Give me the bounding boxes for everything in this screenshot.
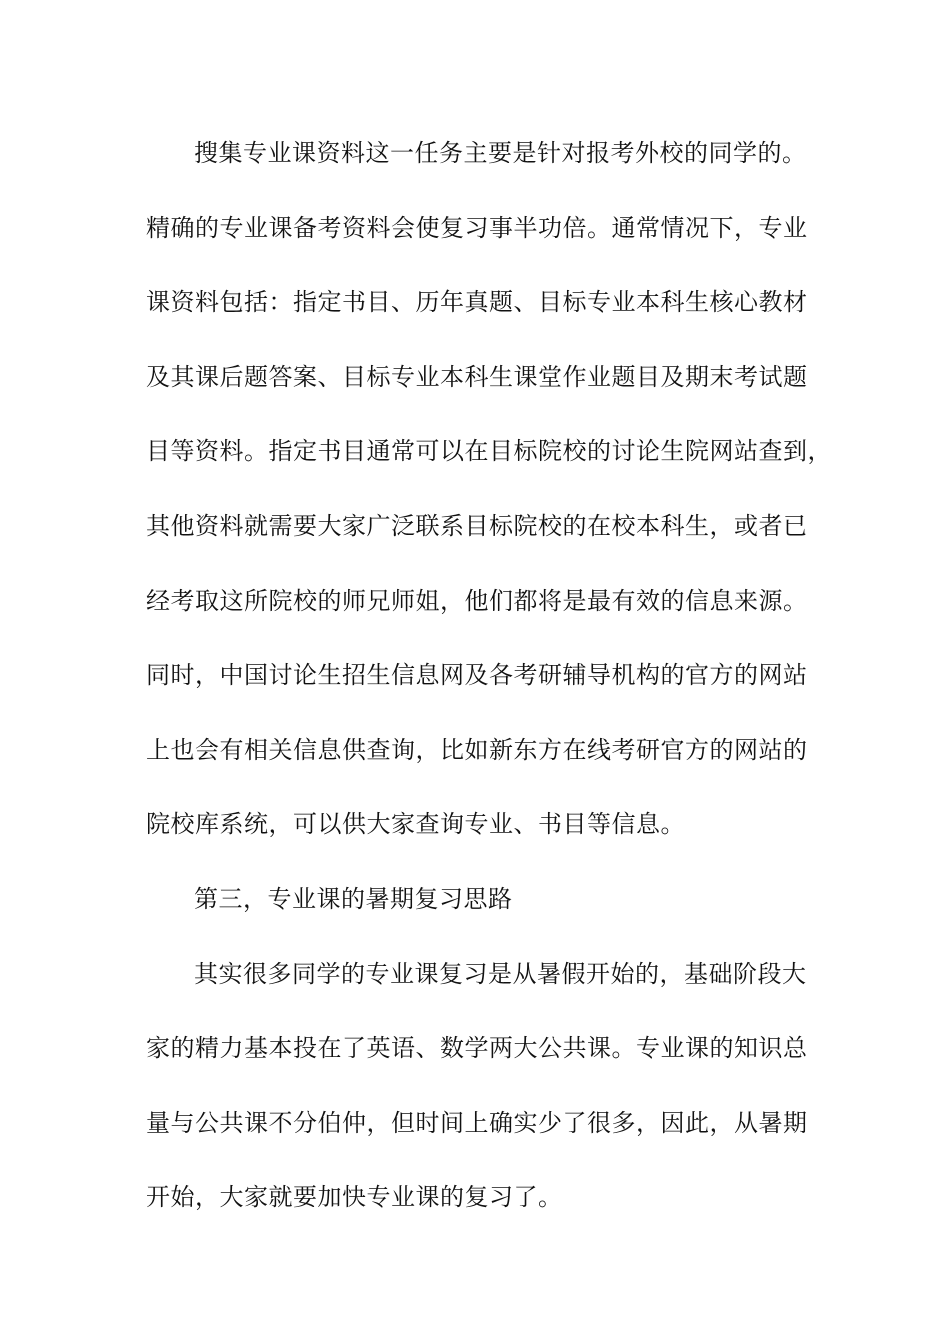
document-body (146, 128, 832, 1247)
text-line: 上也会有相关信息供查询，比如新东方在线考研官方的网站的 (146, 735, 808, 764)
text-line: 目等资料。指定书目通常可以在目标院校的讨论生院网站查到， (146, 437, 832, 466)
text-line: 同时，中国讨论生招生信息网及各考研辅导机构的官方的网站 (146, 661, 808, 690)
text-line: 搜集专业课资料这一任务主要是针对报考外校的同学的。 (194, 139, 807, 167)
text-line: 精确的专业课备考资料会使复习事半功倍。通常情况下，专业 (146, 213, 808, 242)
text-line: 及其课后题答案、目标专业本科生课堂作业题目及期末考试题 (146, 362, 808, 391)
heading-line: 第三，专业课的暑期复习思路 (194, 884, 513, 913)
text-line: 量与公共课不分伯仲，但时间上确实少了很多，因此，从暑期 (146, 1108, 808, 1137)
text-line: 开始，大家就要加快专业课的复习了。 (146, 1183, 563, 1212)
section-heading (146, 874, 816, 949)
text-line: 其他资料就需要大家广泛联系目标院校的在校本科生，或者已 (146, 511, 808, 540)
text-line: 家的精力基本投在了英语、数学两大公共课。专业课的知识总 (146, 1034, 808, 1063)
text-line: 其实很多同学的专业课复习是从暑假开始的，基础阶段大 (194, 959, 807, 988)
text-line: 课资料包括：指定书目、历年真题、目标专业本科生核心教材 (146, 288, 808, 317)
paragraph-materials (146, 128, 832, 874)
text-line: 经考取这所院校的师兄师姐，他们都将是最有效的信息来源。 (146, 586, 808, 615)
text-line: 院校库系统，可以供大家查询专业、书目等信息。 (146, 810, 685, 839)
paragraph-summer-review (146, 949, 816, 1247)
